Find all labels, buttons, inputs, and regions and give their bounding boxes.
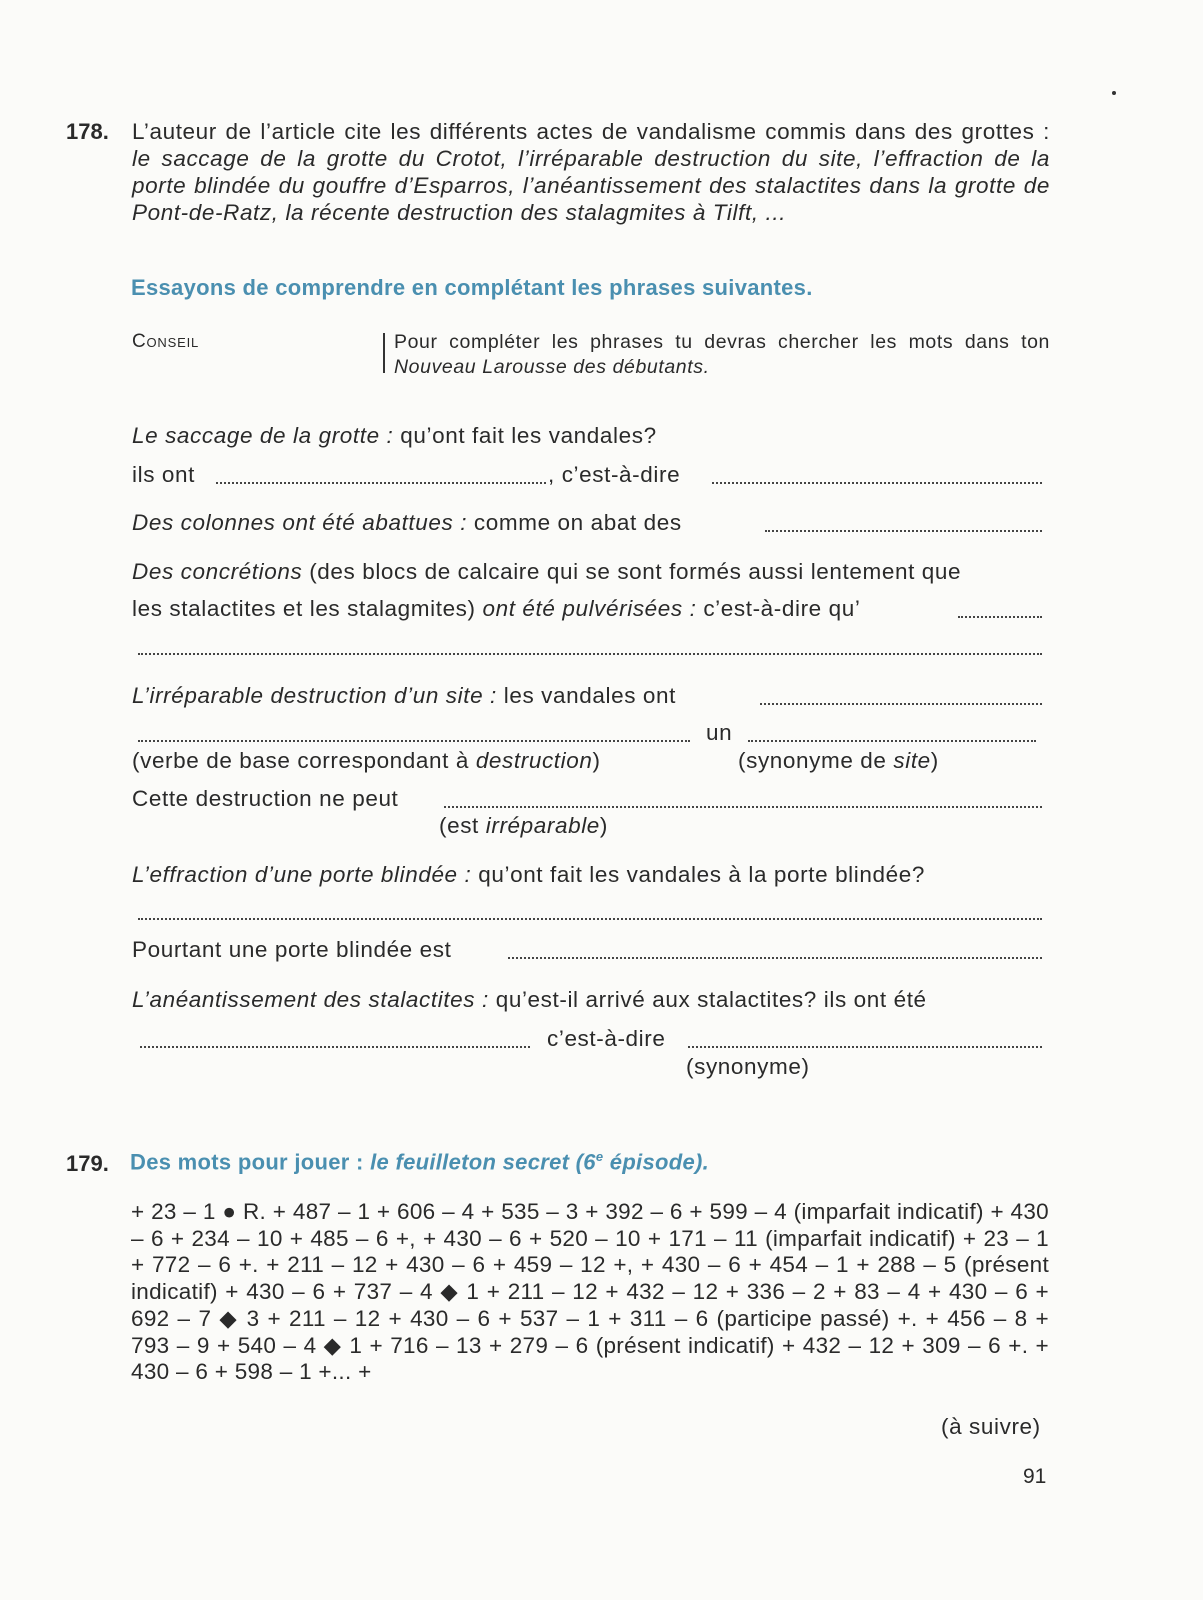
question-effraction bbox=[132, 862, 925, 888]
q8-note: (synonyme) bbox=[686, 1054, 810, 1079]
exercise-number-178: 178. bbox=[66, 119, 109, 144]
answer-blank[interactable] bbox=[140, 1046, 530, 1048]
q4-note-a-plain: (verbe de base correspondant à bbox=[132, 748, 476, 773]
answer-blank[interactable] bbox=[712, 482, 1042, 484]
q8-plain: qu’est-il arrivé aux stalactites? ils ont été bbox=[495, 987, 927, 1012]
q4-note-b bbox=[738, 748, 939, 774]
q4-note-b-italic: site bbox=[893, 748, 931, 773]
answer-blank[interactable] bbox=[760, 703, 1042, 705]
q5-note bbox=[439, 813, 608, 839]
answer-blank[interactable] bbox=[508, 957, 1042, 959]
heading-plain: Des mots pour jouer : bbox=[130, 1149, 371, 1175]
answer-blank[interactable] bbox=[444, 806, 1042, 808]
q5-note-italic: irréparable bbox=[485, 813, 600, 838]
q1-line-a: ils ont bbox=[132, 462, 195, 487]
question-aneantissement bbox=[132, 987, 927, 1013]
answer-blank[interactable] bbox=[958, 616, 1042, 618]
a-suivre: (à suivre) bbox=[941, 1414, 1041, 1439]
q5-text: Cette destruction ne peut bbox=[132, 786, 399, 811]
q1-italic: Le saccage de la grotte : bbox=[132, 423, 394, 448]
page-number: 91 bbox=[1023, 1465, 1047, 1488]
answer-blank[interactable] bbox=[748, 740, 1036, 742]
q2-italic: Des colonnes ont été abattues : bbox=[132, 510, 468, 535]
q5-note-end: ) bbox=[599, 813, 609, 838]
heading-sup: e bbox=[595, 1149, 604, 1164]
q4-note-a-italic: destruction bbox=[475, 748, 593, 773]
heading-italic: le feuilleton secret (6 bbox=[370, 1149, 596, 1175]
q8-italic: L’anéantissement des stalactites : bbox=[132, 987, 489, 1012]
q4-italic: L’irréparable destruction d’un site : bbox=[132, 683, 497, 708]
q4-un: un bbox=[706, 720, 733, 745]
speck bbox=[1112, 91, 1116, 95]
q3-plain-a: (des blocs de calcaire qui se sont formés aussi lentement que bbox=[309, 559, 962, 584]
q3-plain-b: les stalactites et les stalagmites) bbox=[132, 596, 476, 621]
answer-blank[interactable] bbox=[138, 918, 1042, 920]
conseil-text bbox=[394, 330, 1050, 380]
answer-blank[interactable] bbox=[765, 530, 1042, 532]
answer-blank[interactable] bbox=[138, 653, 1042, 655]
q5-note-plain: (est bbox=[439, 813, 486, 838]
q4-plain: les vandales ont bbox=[503, 683, 676, 708]
exercise-179-heading bbox=[130, 1149, 709, 1175]
conseil-italic: Nouveau Larousse des débutants. bbox=[394, 356, 710, 378]
q7-text: Pourtant une porte blindée est bbox=[132, 937, 452, 962]
q4-note-b-plain: (synonyme de bbox=[738, 748, 894, 773]
conseil-divider bbox=[383, 333, 385, 373]
section-heading: Essayons de comprendre en complétant les phrases suivantes. bbox=[131, 275, 813, 300]
conseil-plain: Pour compléter les phrases tu devras chercher les mots dans ton bbox=[394, 331, 1050, 353]
question-concretions bbox=[132, 559, 961, 585]
q4-note-a-end: ) bbox=[592, 748, 601, 773]
question-destruction bbox=[132, 683, 676, 709]
exercise-number-179: 179. bbox=[66, 1151, 109, 1176]
question-concretions-cont bbox=[132, 596, 860, 622]
secret-code-text: + 23 – 1 ● R. + 487 – 1 + 606 – 4 + 535 – 3 + 392 – 6 + 599 – 4 (imparfait indicatif) + 430 – 6 + 234 – 10 + 485 – 6 +, + 430 – 6 + 520 – 10 + 171 – 11 (imparfait indicatif) + 23 – 1 + 772 – 6 +. + 211 – 12 + 430 – 6 + 459 – 12 +, + 430 – 6 + 454 – 1 + 288 – 5 (présent indicatif) + 430 – 6 + 737 – 4 ◆ 1 + 211 – 12 + 432 – 12 + 336 – 2 + 83 – 4 + 430 – 6 + 692 – 7 ◆ 3 + 211 – 12 + 430 – 6 + 537 – 1 + 311 – 6 (participe passé) +. + 456 – 8 + 793 – 9 + 540 – 4 ◆ 1 + 716 – 13 + 279 – 6 (présent indicatif) + 432 – 12 + 309 – 6 +. + 430 – 6 + 598 – 1 +... + bbox=[131, 1199, 1049, 1385]
q3-plain-c: c’est-à-dire qu’ bbox=[703, 596, 861, 621]
question-saccage bbox=[132, 423, 657, 449]
answer-blank[interactable] bbox=[138, 740, 690, 742]
q3-italic-b: ont été pulvérisées : bbox=[482, 596, 697, 621]
exercise-178-intro bbox=[132, 118, 1050, 226]
q8-line: c’est-à-dire bbox=[547, 1026, 666, 1051]
heading-italic-end: épisode). bbox=[603, 1149, 710, 1175]
q4-note-a bbox=[132, 748, 601, 774]
question-colonnes bbox=[132, 510, 682, 536]
q6-italic: L’effraction d’une porte blindée : bbox=[132, 862, 472, 887]
answer-blank[interactable] bbox=[688, 1046, 1042, 1048]
q1-plain: qu’ont fait les vandales? bbox=[400, 423, 657, 448]
conseil-label: Conseil bbox=[132, 331, 200, 352]
q6-plain: qu’ont fait les vandales à la porte blindée? bbox=[478, 862, 925, 887]
intro-italic: le saccage de la grotte du Crotot, l’irréparable destruction du site, l’effraction de la porte blindée du gouffre d’Esparros, l’anéantissement des stalactites dans la grotte de Pont-de-Ratz, la récente destruction des stalagmites à Tilft, ... bbox=[132, 146, 1050, 225]
q2-plain: comme on abat des bbox=[473, 510, 682, 535]
q4-note-b-end: ) bbox=[930, 748, 939, 773]
intro-plain: L’auteur de l’article cite les différents actes de vandalisme commis dans des grottes : bbox=[132, 119, 1050, 144]
q3-italic-a: Des concrétions bbox=[132, 559, 303, 584]
answer-blank[interactable] bbox=[216, 482, 546, 484]
q1-line-b: , c’est-à-dire bbox=[548, 462, 681, 487]
